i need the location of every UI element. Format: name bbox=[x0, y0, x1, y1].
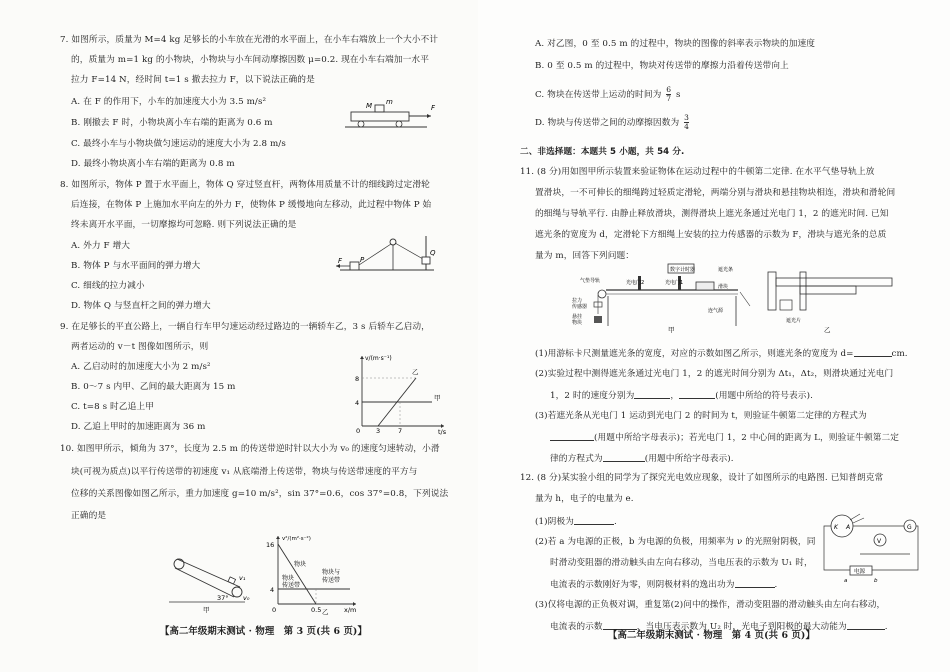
q11-sub2d-text: (用题中所给的符号表示). bbox=[715, 391, 813, 401]
answer-blank[interactable] bbox=[574, 515, 614, 525]
tick-4: 4 bbox=[270, 586, 275, 594]
frac-c-unit: s bbox=[676, 90, 681, 100]
shade-plate bbox=[780, 300, 792, 310]
label-v1: v₁ bbox=[239, 574, 246, 582]
q11-sub3b bbox=[550, 431, 899, 444]
frac-d-den: 4 bbox=[684, 122, 690, 131]
label-power: 电源 bbox=[854, 569, 866, 575]
exam-page-4 bbox=[478, 0, 950, 672]
tick-7: 7 bbox=[398, 427, 403, 435]
q8-line-1: 8. 如图所示，物体 P 置于水平面上，物体 Q 穿过竖直杆，两物体用质量不计的细线跨过定滑轮 bbox=[60, 180, 430, 190]
tick-05: 0.5 bbox=[311, 606, 322, 614]
label-block-2: 物块 bbox=[282, 575, 295, 582]
q12-photoelectric-circuit bbox=[820, 510, 920, 584]
top-roller bbox=[174, 559, 184, 569]
answer-blank[interactable] bbox=[847, 620, 885, 630]
caption-jia: 甲 bbox=[668, 326, 675, 334]
answer-blank[interactable] bbox=[679, 389, 715, 399]
q11-line-4: 遮光条的宽度为 d，定滑轮下方细绳上安装的拉力传感器的示数为 F，滑块与遮光条的总质 bbox=[535, 230, 887, 240]
q11-sub2b-text: 1，2 时的速度分别为 bbox=[550, 391, 635, 401]
air-rail-label: 气垫导轨 bbox=[580, 278, 601, 284]
sensor-label: 拉力 bbox=[572, 298, 583, 304]
label-P: P bbox=[360, 256, 365, 264]
answer-blank[interactable] bbox=[603, 452, 645, 462]
label-V: V bbox=[877, 538, 882, 545]
q12-sub3c-text: ，当电压表示数为 U₂ 时，光电子到阳极的最大动能为 bbox=[636, 622, 847, 632]
line-block-1 bbox=[278, 544, 316, 604]
q9-line-2: 两者运动的 v－t 图像如图所示，则 bbox=[71, 342, 209, 352]
frac-c-den: 7 bbox=[666, 94, 672, 103]
q10-line-3: 位移的关系图像如图乙所示，重力加速度 g=10 m/s²，sin 37°=0.6，cos 37°=0.8，下列说法 bbox=[71, 489, 449, 499]
q11-sub3c bbox=[550, 452, 734, 465]
q10-option-c bbox=[535, 86, 681, 103]
q12-sub1 bbox=[535, 515, 617, 528]
q11-sub1 bbox=[535, 347, 908, 360]
q10-option-a: A. 对乙图，0 至 0.5 m 的过程中，物块的图像的斜率表示物块的加速度 bbox=[535, 39, 816, 49]
q11-sub3d-text: (用题中所给字母表示). bbox=[644, 454, 734, 464]
tick-3: 3 bbox=[376, 427, 381, 435]
caliper-main-scale bbox=[776, 278, 892, 286]
frac-c-num: 6 bbox=[666, 85, 672, 94]
slider-block bbox=[228, 577, 236, 584]
q11-line-1: 11. (8 分)用如图甲所示装置来验证物体在运动过程中的牛顿第二定律. 在水平气垫导轨上放 bbox=[520, 167, 875, 177]
q12-line-2: 量为 h，电子的电量为 e. bbox=[535, 494, 634, 504]
label-G: G bbox=[907, 524, 912, 531]
bottom-roller bbox=[232, 587, 242, 597]
q11-sub3c-text: 律的方程式为 bbox=[550, 454, 603, 464]
pulley bbox=[598, 290, 606, 298]
q7-option-d: D. 最终小物块离小车右端的距离为 0.8 m bbox=[71, 159, 235, 169]
q10-line-4: 正确的是 bbox=[71, 511, 107, 521]
q12-sub2b: 时滑动变阻器的滑动触头由左向右移动，当电压表的示数为 U₁ 时， bbox=[550, 558, 813, 568]
tick-8: 8 bbox=[355, 375, 360, 383]
q8-option-d: D. 物体 Q 与竖直杆之间的弹力增大 bbox=[71, 301, 211, 311]
label-block-belt-2: 传送带 bbox=[322, 577, 341, 584]
label-F: F bbox=[431, 104, 436, 112]
q10-option-d-text: D. 物块与传送带之间的动摩擦因数为 bbox=[535, 118, 680, 128]
q12-sub1-text: (1)阴极为 bbox=[535, 517, 574, 527]
label-yi: 乙 bbox=[412, 368, 419, 376]
slider bbox=[696, 282, 714, 290]
slider-label: 滑块 bbox=[718, 284, 729, 290]
q11-sub3a: (3)若遮光条从光电门 1 运动到光电门 2 的时间为 t，则验证牛顿第二定律的方程式为 bbox=[535, 411, 867, 421]
label-block: 物块 bbox=[294, 561, 307, 568]
q10-line-2: 块(可视为质点)以平行传送带的初速度 v₁ 从底端滑上传送带，物块与传送带速度的平方与 bbox=[71, 467, 418, 477]
q7-line-2: 的，质量为 m=1 kg 的小物块，小物块与小车间动摩擦因数 μ=0.2. 现在小车右端加一水平 bbox=[71, 55, 429, 65]
tick-0: 0 bbox=[272, 606, 277, 614]
caliper-vernier bbox=[800, 286, 856, 294]
q11-line-2: 置滑块，一不可伸长的细绳跨过轻质定滑轮，两端分别与滑块和悬挂物块相连，滑块和滑轮间 bbox=[535, 188, 896, 198]
q8-option-c: C. 细线的拉力减小 bbox=[71, 281, 145, 291]
hanging-weight bbox=[594, 316, 602, 323]
q9-option-d: D. 乙追上甲时的加速距离为 36 m bbox=[71, 422, 206, 432]
frac-d-num: 3 bbox=[684, 113, 690, 122]
q11-line-5: 量为 m，回答下列问题： bbox=[535, 251, 635, 261]
t-axis-label: t/s bbox=[438, 428, 447, 436]
section-2-heading: 二、非选择题：本题共 5 小题，共 54 分. bbox=[520, 147, 685, 157]
q11-air-track-figure-jia bbox=[568, 262, 753, 334]
air-hose bbox=[740, 292, 750, 306]
label-b: b bbox=[874, 578, 878, 584]
q10-conveyor-figure-jia bbox=[165, 548, 257, 614]
gate-2-label: 光电门2 bbox=[626, 280, 645, 286]
q9-option-a: A. 乙启动时的加速度大小为 2 m/s² bbox=[71, 362, 211, 372]
sensor-label-2: 传感器 bbox=[572, 304, 588, 310]
q7-option-a: A. 在 F 的作用下，小车的加速度大小为 3.5 m/s² bbox=[71, 97, 267, 107]
air-source-label: 连气源 bbox=[708, 308, 724, 314]
q11-sub2c-text: ， bbox=[670, 391, 680, 401]
footer-page-4: 【高二年级期末测试 · 物理 第 4 页(共 6 页)】 bbox=[608, 630, 815, 641]
q12-sub2c bbox=[550, 578, 777, 591]
label-belt-2: 传送带 bbox=[282, 582, 301, 589]
q11-caliper-figure-yi bbox=[764, 268, 896, 334]
weight-label-2: 物块 bbox=[572, 320, 583, 326]
shade-plate-label: 遮光片 bbox=[786, 318, 802, 324]
caption-yi: 乙 bbox=[322, 608, 329, 616]
q11-sub2b bbox=[550, 389, 813, 402]
gate-1-label: 光电门1 bbox=[665, 280, 684, 286]
q11-sub1-text: (1)用游标卡尺测量遮光条的宽度，对应的示数如图乙所示，则遮光条的宽度为 d= bbox=[535, 349, 854, 359]
q8-pulley-figure bbox=[330, 232, 440, 280]
q9-vt-graph bbox=[352, 352, 452, 434]
q7-option-b: B. 刚撤去 F 时，小物块离小车右端的距离为 0.6 m bbox=[71, 118, 273, 128]
q11-sub2a: (2)实验过程中测得遮光条通过光电门 1，2 的遮光时间分别为 Δt₁，Δt₂，则滑块通过光电门 bbox=[535, 369, 894, 379]
label-Q: Q bbox=[430, 249, 436, 257]
label-block-belt: 物块与 bbox=[322, 569, 341, 576]
label-m: m bbox=[386, 98, 393, 106]
wire-left bbox=[824, 526, 850, 570]
q12-sub3d-text: . bbox=[884, 622, 888, 632]
answer-blank[interactable] bbox=[634, 389, 670, 399]
force-arrow-head bbox=[427, 114, 431, 118]
label-M: M bbox=[366, 102, 373, 110]
q12-sub1-end: . bbox=[613, 517, 617, 527]
q12-sub3a: (3)仅将电源的正负极对调，重复第(2)问中的操作，滑动变阻器的滑动触头由左向右移动， bbox=[535, 600, 886, 610]
q12-sub2d-text: . bbox=[774, 580, 778, 590]
footer-page-3: 【高二年级期末测试 · 物理 第 3 页(共 6 页)】 bbox=[160, 626, 367, 637]
belt-bottom bbox=[175, 568, 234, 597]
q9-option-c: C. t=8 s 时乙追上甲 bbox=[71, 402, 154, 412]
tick-16: 16 bbox=[266, 541, 275, 549]
q12-sub3b-text: 电流表的示数 bbox=[550, 622, 603, 632]
digital-timer-label: 数字计时器 bbox=[670, 267, 696, 273]
q7-line-1: 7. 如图所示，质量为 M=4 kg 足够长的小车放在光滑的水平面上，在小车右端放上一个大小不计 bbox=[60, 35, 439, 45]
q11-sub3b-text: (用题中所给字母表示)；若光电门 1，2 中心间的距离为 L，则验证牛顿第二定 bbox=[594, 433, 900, 443]
caliper-fixed-jaw bbox=[768, 272, 776, 310]
q8-line-2: 后连接，在物体 P 上施加水平向左的外力 F，使物体 P 缓慢地向左移动，此过程中物体 P 始 bbox=[71, 200, 432, 210]
y-axis-label: v²/(m²·s⁻²) bbox=[282, 536, 311, 542]
q10-graph-yi bbox=[262, 530, 364, 616]
answer-blank[interactable] bbox=[854, 347, 892, 357]
q7-option-c: C. 最终小车与小物块做匀速运动的速度大小为 2.8 m/s bbox=[71, 139, 286, 149]
cart-body bbox=[351, 112, 409, 121]
label-v0: v₀ bbox=[243, 594, 250, 602]
label-K: K bbox=[834, 524, 838, 531]
q10-option-b: B. 0 至 0.5 m 的过程中，物块对传送带的摩擦力沿着传送带向上 bbox=[535, 61, 789, 71]
label-F: F bbox=[338, 257, 343, 265]
q8-option-b: B. 物体 P 与水平面间的弹力增大 bbox=[71, 261, 201, 271]
q12-line-1: 12. (8 分)某实验小组的同学为了探究光电效应现象，设计了如图所示的电路图. 已知普朗克常 bbox=[520, 473, 884, 483]
caption-jia: 甲 bbox=[203, 606, 210, 614]
q12-sub2a: (2)若 a 为电源的正极，b 为电源的负极，用频率为 ν 的光照射阴极，同 bbox=[535, 537, 816, 547]
block-on-cart bbox=[375, 105, 384, 112]
caption-yi: 乙 bbox=[824, 326, 831, 334]
q7-line-3: 拉力 F=14 N，经时间 t=1 s 撤去拉力 F，以下说法正确的是 bbox=[71, 75, 315, 85]
v-axis-label: v/(m·s⁻¹) bbox=[365, 355, 392, 362]
weight-label: 悬挂 bbox=[572, 314, 583, 320]
rope-right bbox=[395, 243, 423, 259]
q10-option-d bbox=[535, 114, 691, 131]
label-jia: 甲 bbox=[434, 394, 441, 402]
wire-right bbox=[872, 526, 918, 570]
q10-line-1: 10. 如图甲所示，倾角为 37°，长度为 2.5 m 的传送带逆时针以大小为 v₀ 的速度匀速转动，小滑 bbox=[60, 444, 440, 454]
q12-sub2c-text: 电流表的示数刚好为零，则阴极材料的逸出功为 bbox=[550, 580, 735, 590]
q8-option-a: A. 外力 F 增大 bbox=[71, 241, 131, 251]
light-ray-2 bbox=[853, 518, 864, 523]
q8-line-3: 终未离开水平面，一切摩擦均可忽略. 则下列说法正确的是 bbox=[71, 220, 297, 230]
answer-blank[interactable] bbox=[550, 431, 594, 441]
light-ray-1 bbox=[850, 514, 860, 520]
label-A: A bbox=[846, 524, 851, 531]
object-Q bbox=[422, 257, 430, 264]
q9-option-b: B. 0～7 s 内甲、乙间的最大距离为 15 m bbox=[71, 382, 236, 392]
x-axis-label: x/m bbox=[344, 606, 357, 614]
q11-line-3: 的细绳与导轨平行. 由静止释放滑块，测得滑块上遮光条通过光电门 1，2 的遮光时间. 已知 bbox=[535, 209, 889, 219]
label-angle: 37° bbox=[217, 594, 229, 602]
tick-0: 0 bbox=[356, 427, 361, 435]
cart-wheel-right bbox=[396, 121, 402, 127]
cart-wheel-left bbox=[358, 121, 364, 127]
tick-4: 4 bbox=[355, 399, 360, 407]
q10-option-c-text: C. 物块在传送带上运动的时间为 bbox=[535, 90, 662, 100]
q11-sub1-unit: cm. bbox=[891, 349, 908, 359]
q7-cart-figure bbox=[345, 96, 445, 132]
label-a: a bbox=[844, 578, 848, 584]
q9-line-1: 9. 在足够长的平直公路上，一辆自行车甲匀速运动经过路边的一辆轿车乙，3 s 后轿车乙启动， bbox=[60, 322, 430, 332]
answer-blank[interactable] bbox=[735, 578, 775, 588]
object-P bbox=[350, 262, 359, 270]
answer-blank[interactable] bbox=[603, 620, 637, 630]
shade-label: 遮光条 bbox=[718, 267, 734, 273]
